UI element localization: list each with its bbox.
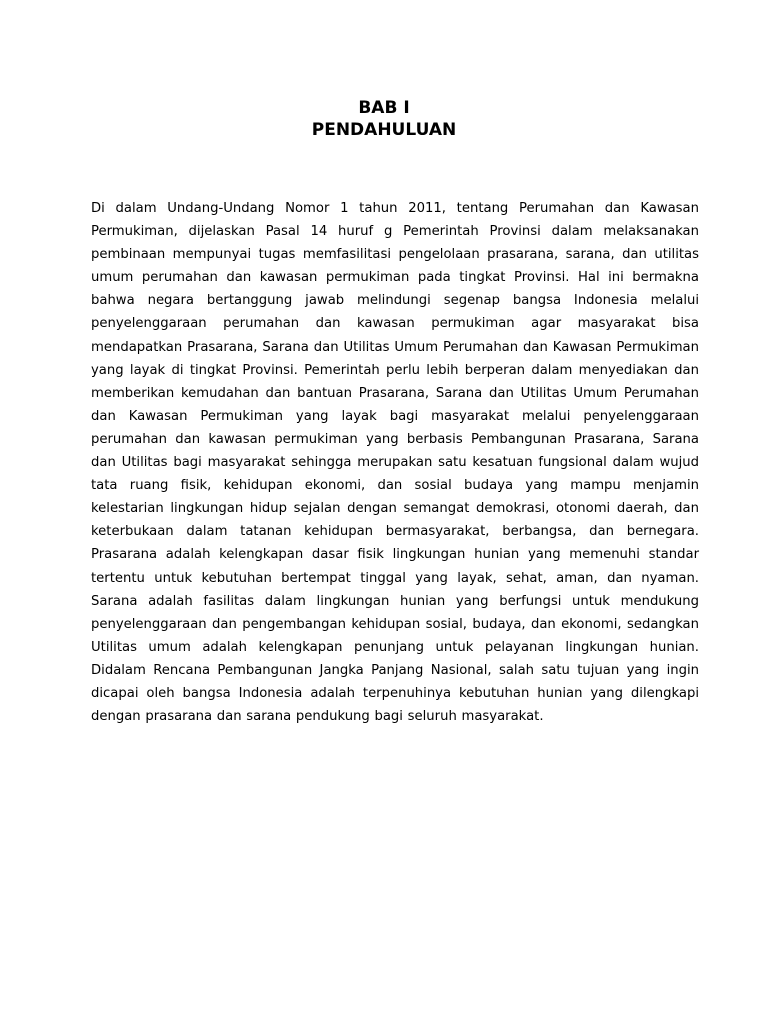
chapter-heading bbox=[0, 97, 768, 141]
chapter-title: PENDAHULUAN bbox=[311, 120, 457, 140]
body-paragraph: Di dalam Undang-Undang Nomor 1 tahun 2011, tentang Perumahan dan Kawasan Permukiman, dijelaskan Pasal 14 huruf g Pemerintah Provinsi dalam melaksanakan pembinaan mempunyai tugas memfasilitasi pengelolaan prasarana, sarana, dan utilitas umum perumahan dan kawasan permukiman pada tingkat Provinsi. Hal ini bermakna bahwa negara bertanggung jawab melindungi segenap bangsa Indonesia melalui penyelenggaraan perumahan dan kawasan permukiman agar masyarakat bisa mendapatkan Prasarana, Sarana dan Utilitas Umum Perumahan dan Kawasan Permukiman yang layak di tingkat Provinsi. Pemerintah perlu lebih berperan dalam menyediakan dan memberikan kemudahan dan bantuan Prasarana, Sarana dan Utilitas Umum Perumahan dan Kawasan Permukiman yang layak bagi masyarakat melalui penyelenggaraan perumahan dan kawasan permukiman yang berbasis Pembangunan Prasarana, Sarana dan Utilitas bagi masyarakat sehingga merupakan satu kesatuan fungsional dalam wujud tata ruang fisik, kehidupan ekonomi, dan sosial budaya yang mampu menjamin kelestarian lingkungan hidup sejalan dengan semangat demokrasi, otonomi daerah, dan keterbukaan dalam tatanan kehidupan bermasyarakat, berbangsa, dan bernegara. Prasarana adalah kelengkapan dasar fisik lingkungan hunian yang memenuhi standar tertentu untuk kebutuhan bertempat tinggal yang layak, sehat, aman, dan nyaman. Sarana adalah fasilitas dalam lingkungan hunian yang berfungsi untuk mendukung penyelenggaraan dan pengembangan kehidupan sosial, budaya, dan ekonomi, sedangkan Utilitas umum adalah kelengkapan penunjang untuk pelayanan lingkungan hunian. Didalam Rencana Pembangunan Jangka Panjang Nasional, salah satu tujuan yang ingin dicapai oleh bangsa Indonesia adalah terpenuhinya kebutuhan hunian yang dilengkapi dengan prasarana dan sarana pendukung bagi seluruh masyarakat. bbox=[91, 201, 699, 725]
chapter-number: BAB I bbox=[358, 98, 410, 118]
